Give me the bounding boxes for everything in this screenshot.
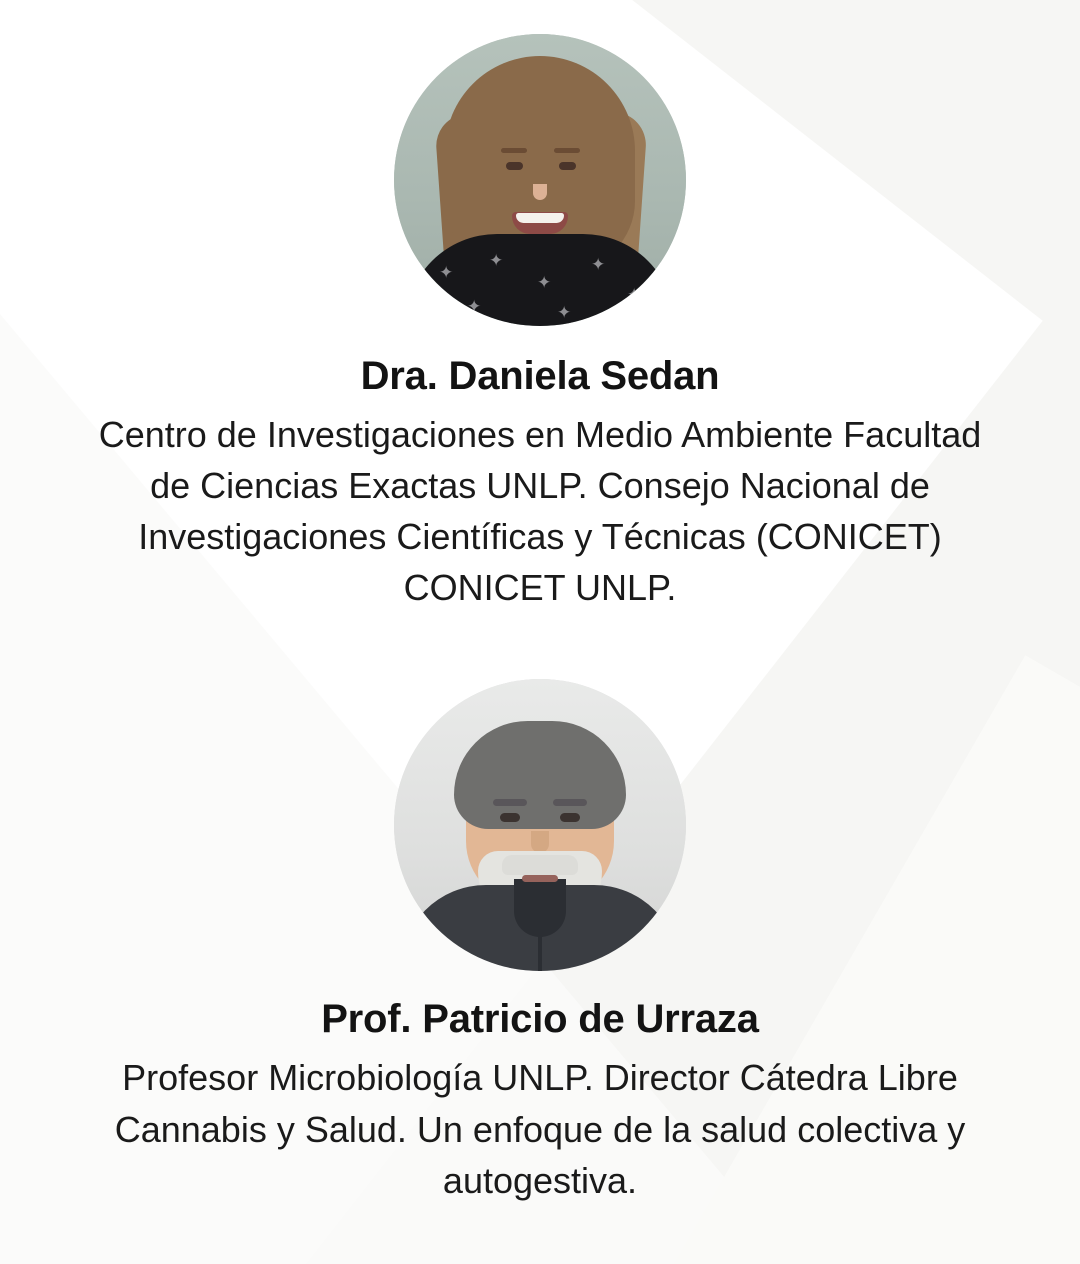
portrait-eye-right: [560, 813, 580, 822]
portrait-placket: [538, 927, 542, 971]
star-icon: ✦: [467, 297, 482, 316]
portrait-brow-left: [493, 799, 527, 806]
speaker-name: Dra. Daniela Sedan: [360, 354, 720, 398]
speaker-description: Centro de Investigaciones en Medio Ambiente Facultad de Ciencias Exactas UNLP. Consejo Nacional de Investigaciones Científicas y Técnicas (CONICET) CONICET UNLP.: [98, 414, 982, 609]
portrait-brow-right: [554, 148, 580, 153]
portrait-eye-left: [500, 813, 520, 822]
portrait-moustache: [502, 855, 578, 875]
star-icon: ✦: [627, 285, 642, 304]
portrait-eye-right: [559, 162, 576, 170]
star-icon: ✦: [537, 273, 552, 292]
portrait-mouth: [522, 875, 558, 882]
portrait-nose: [533, 184, 547, 200]
star-icon: ✦: [557, 303, 572, 322]
speaker-name: Prof. Patricio de Urraza: [321, 997, 759, 1042]
portrait-eye-left: [506, 162, 523, 170]
star-icon: ✦: [591, 255, 606, 274]
star-icon: ✦: [439, 263, 454, 282]
avatar-patricio-de-urraza: [394, 679, 686, 971]
portrait-brow-left: [501, 148, 527, 153]
speaker-description: Profesor Microbiología UNLP. Director Cátedra Libre Cannabis y Salud. Un enfoque de la salud colectiva y autogestiva.: [114, 1057, 966, 1201]
speaker-card: [0, 613, 1080, 1205]
portrait-nose: [531, 831, 549, 853]
portrait-brow-right: [553, 799, 587, 806]
portrait-teeth: [516, 213, 564, 223]
avatar-daniela-sedan: [394, 34, 686, 326]
star-icon: ✦: [489, 251, 504, 270]
speaker-card: [0, 0, 1080, 613]
